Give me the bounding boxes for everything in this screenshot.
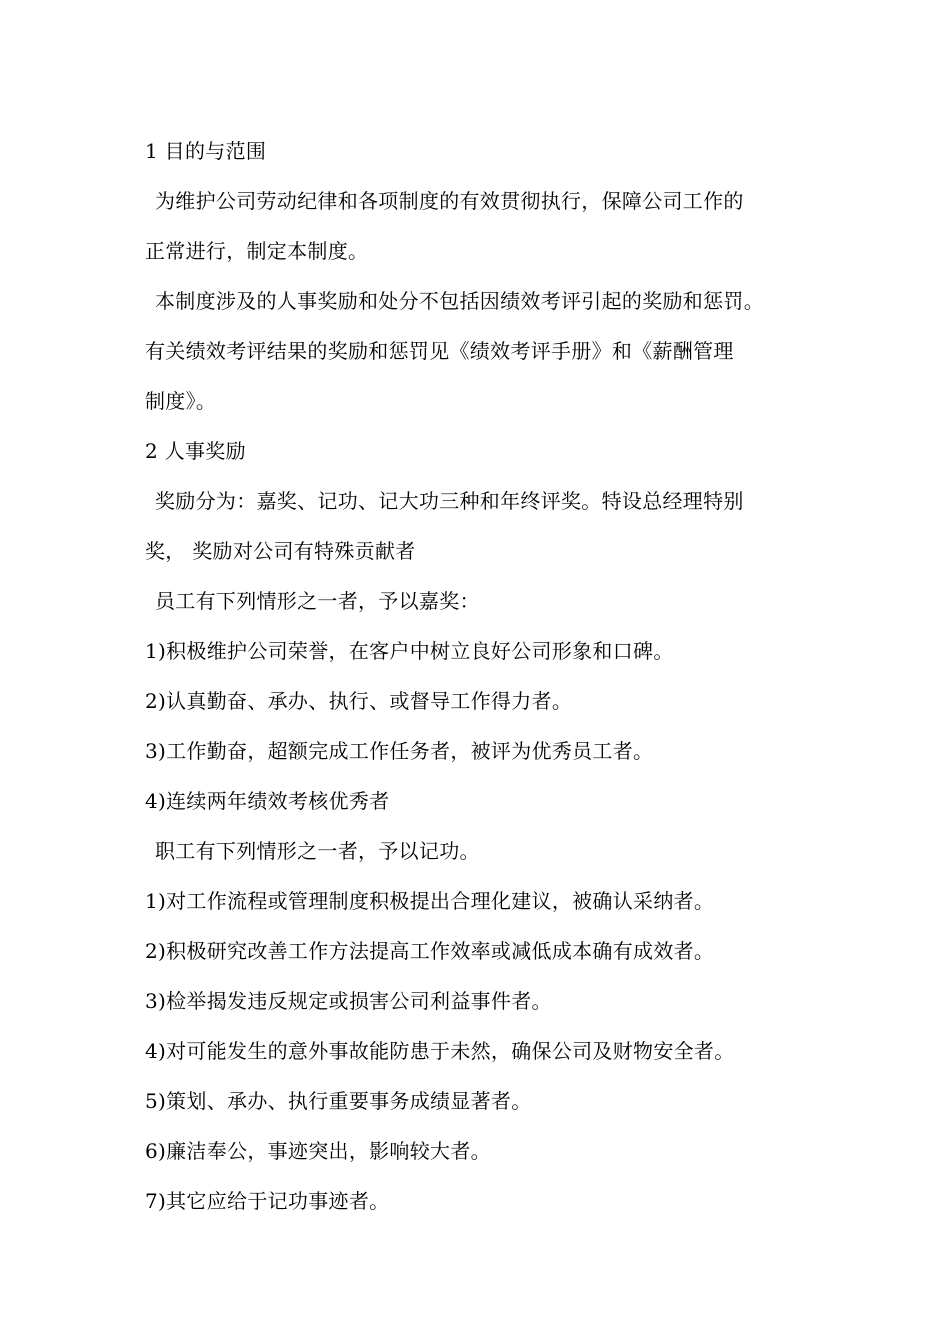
list-item: 4)对可能发生的意外事故能防患于未然，确保公司及财物安全者。 xyxy=(145,1039,735,1063)
paragraph-line: 奖励分为：嘉奖、记功、记大功三种和年终评奖。特设总经理特别 xyxy=(155,489,744,513)
list-item: 3)检举揭发违反规定或损害公司利益事件者。 xyxy=(145,989,552,1013)
document-body xyxy=(145,126,815,1226)
paragraph-line: 为维护公司劳动纪律和各项制度的有效贯彻执行，保障公司工作的 xyxy=(155,189,744,213)
section-heading: 2 人事奖励 xyxy=(145,439,246,463)
paragraph-line: 奖， 奖励对公司有特殊贡献者 xyxy=(145,539,416,563)
list-item: 6)廉洁奉公，事迹突出，影响较大者。 xyxy=(145,1139,491,1163)
list-item: 2)积极研究改善工作方法提高工作效率或减低成本确有成效者。 xyxy=(145,939,715,963)
list-item: 1)对工作流程或管理制度积极提出合理化建议，被确认采纳者。 xyxy=(145,889,715,913)
paragraph-line: 职工有下列情形之一者，予以记功。 xyxy=(155,839,480,863)
list-item: 1)积极维护公司荣誉，在客户中树立良好公司形象和口碑。 xyxy=(145,639,674,663)
list-item: 2)认真勤奋、承办、执行、或督导工作得力者。 xyxy=(145,689,573,713)
paragraph-line: 正常进行，制定本制度。 xyxy=(145,239,369,263)
list-item: 4)连续两年绩效考核优秀者 xyxy=(145,789,390,813)
list-item: 7)其它应给于记功事迹者。 xyxy=(145,1189,390,1213)
section-heading: 1 目的与范围 xyxy=(145,139,267,163)
paragraph-line: 员工有下列情形之一者，予以嘉奖： xyxy=(155,589,480,613)
paragraph-line: 有关绩效考评结果的奖励和惩罚见《绩效考评手册》和《薪酬管理 xyxy=(145,339,734,363)
paragraph-line: 制度》。 xyxy=(145,389,217,413)
list-item: 3)工作勤奋，超额完成工作任务者，被评为优秀员工者。 xyxy=(145,739,654,763)
paragraph-line: 本制度涉及的人事奖励和处分不包括因绩效考评引起的奖励和惩罚。 xyxy=(155,289,764,313)
list-item: 5)策划、承办、执行重要事务成绩显著者。 xyxy=(145,1089,532,1113)
